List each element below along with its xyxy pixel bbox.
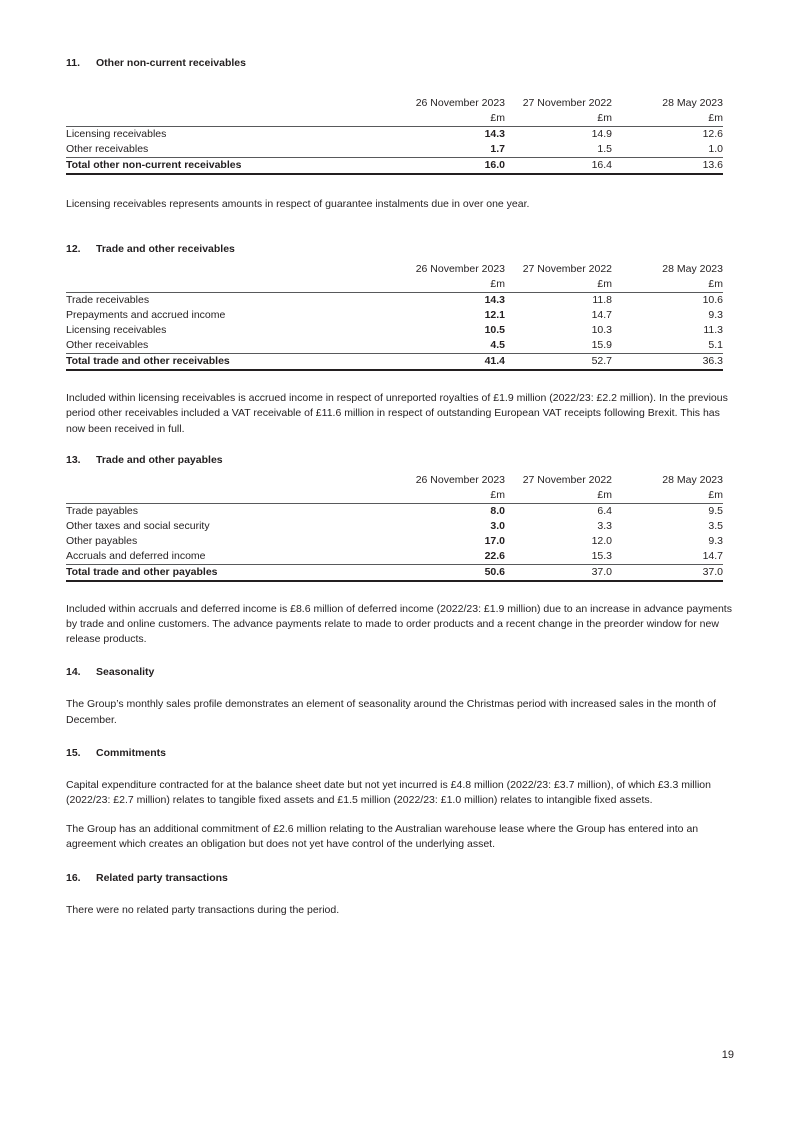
row-value-1: 22.6 — [484, 549, 505, 562]
table-row — [66, 323, 723, 338]
table-total-row — [66, 354, 723, 371]
spacer — [66, 371, 734, 391]
page-content — [66, 56, 734, 918]
unit-header-blank — [66, 488, 339, 504]
table-header-dates — [66, 96, 723, 111]
row-value-2: 10.3 — [591, 324, 612, 337]
spacer — [66, 853, 734, 871]
total-value-1: 16.0 — [339, 158, 505, 175]
note-16-paragraph-1: There were no related party transactions during the period. — [66, 903, 340, 916]
unit-header-3: £m — [612, 277, 723, 293]
total-value-1: 41.4 — [339, 354, 505, 371]
row-label: Licensing receivables — [66, 128, 167, 140]
table-header-units — [66, 277, 723, 293]
row-value-2: 6.4 — [597, 504, 612, 517]
row-value-2: 12.0 — [591, 534, 612, 547]
note-14-paragraph-1: The Group’s monthly sales profile demonstrates an element of seasonality around the Christmas period with increased sales in the month of December. — [66, 698, 716, 726]
table-header-dates — [66, 262, 723, 277]
total-value-3: 36.3 — [612, 354, 723, 371]
column-header-date-1: 26 November 2023 — [415, 97, 505, 109]
column-header-date-3: 28 May 2023 — [662, 97, 723, 109]
table-trade-and-other-payables — [66, 473, 723, 582]
note-15-paragraph-1: Capital expenditure contracted for at the balance sheet date but not yet incurred is £4.8 million (2022/23: £3.7 million), of which £3.3 million (2022/23: £2.7 million) relates to tangible fixed assets and £1.5 million (2022/23: £1.0 million) relates to intangible fixed assets. — [66, 778, 711, 807]
unit-header-2: £m — [505, 111, 612, 127]
unit-header-2: £m — [505, 277, 612, 293]
note-heading-14 — [66, 665, 734, 679]
note-number: 14. — [66, 666, 81, 679]
total-value-2: 37.0 — [505, 564, 612, 581]
table-row — [66, 519, 723, 534]
row-value-3: 9.5 — [708, 504, 723, 517]
unit-header-blank — [66, 277, 339, 293]
total-label: Total other non-current receivables — [66, 158, 339, 175]
spacer — [66, 437, 734, 453]
note-heading-15 — [66, 746, 734, 760]
note-title: Trade and other receivables — [96, 243, 235, 256]
unit-header-3: £m — [612, 488, 723, 504]
column-header-blank — [66, 473, 339, 488]
column-header-date-3: 28 May 2023 — [662, 473, 723, 486]
note-number: 11. — [66, 57, 81, 69]
spacer — [66, 175, 734, 197]
page-number: 19 — [721, 1049, 734, 1061]
column-header-date-2: 27 November 2022 — [522, 473, 612, 486]
table-total-row — [66, 564, 723, 581]
row-value-3: 9.3 — [708, 309, 723, 322]
column-header-date-1: 26 November 2023 — [415, 473, 505, 486]
table-header-units — [66, 488, 723, 504]
column-header-date-1: 26 November 2023 — [415, 263, 505, 276]
note-heading-16 — [66, 871, 734, 885]
unit-header-2: £m — [505, 488, 612, 504]
row-value-1: 10.5 — [484, 324, 505, 337]
row-value-3: 5.1 — [708, 339, 723, 352]
total-label: Total trade and other payables — [66, 564, 339, 581]
row-value-2: 14.7 — [591, 309, 612, 322]
total-value-2: 16.4 — [505, 158, 612, 175]
row-label: Trade receivables — [66, 294, 150, 307]
total-value-2: 52.7 — [505, 354, 612, 371]
row-value-3: 12.6 — [702, 128, 723, 140]
row-value-3: 1.0 — [708, 143, 723, 155]
note-heading-12 — [66, 242, 734, 256]
unit-header-1: £m — [339, 111, 505, 127]
row-value-3: 11.3 — [703, 324, 723, 337]
spacer — [66, 760, 734, 778]
note-11-paragraph-1: Licensing receivables represents amounts in respect of guarantee instalments due in over one year. — [66, 198, 530, 210]
note-title: Commitments — [96, 746, 167, 759]
row-value-1: 3.0 — [490, 519, 505, 532]
column-header-date-3: 28 May 2023 — [662, 263, 723, 276]
total-label: Total trade and other receivables — [66, 354, 339, 371]
spacer — [66, 679, 734, 697]
total-value-3: 37.0 — [612, 564, 723, 581]
note-15-paragraph-2: The Group has an additional commitment of £2.6 million relating to the Australian warehouse lease where the Group has entered into an agreement which creates an obligation but does not yet have control of the underlying asset. — [66, 823, 699, 851]
row-label: Licensing receivables — [66, 324, 167, 337]
table-row — [66, 549, 723, 565]
row-value-3: 9.3 — [708, 534, 723, 547]
table-total-row — [66, 158, 723, 175]
note-title: Other non-current receivables — [96, 57, 246, 69]
spacer — [66, 728, 734, 746]
note-title: Trade and other payables — [96, 453, 223, 466]
row-value-2: 15.9 — [591, 339, 612, 352]
table-row — [66, 534, 723, 549]
row-value-2: 11.8 — [592, 294, 612, 307]
total-value-3: 13.6 — [612, 158, 723, 175]
column-header-blank — [66, 262, 339, 277]
note-number: 16. — [66, 871, 81, 884]
note-12-paragraph-1: Included within licensing receivables is accrued income in respect of unreported royalties of £1.9 million (2022/23: £2.2 million). In the previous period other receivables included a VAT receivable of £11.6 million in respect of outstanding European VAT receipts following Brexit. This has now been received in full. — [66, 392, 728, 435]
note-number: 12. — [66, 243, 81, 256]
row-label: Prepayments and accrued income — [66, 309, 226, 322]
row-value-1: 4.5 — [490, 339, 505, 352]
table-row — [66, 308, 723, 323]
unit-header-blank — [66, 111, 339, 127]
spacer — [66, 647, 734, 665]
note-title: Related party transactions — [96, 871, 228, 884]
unit-header-1: £m — [339, 488, 505, 504]
row-label: Other payables — [66, 534, 138, 547]
table-row — [66, 338, 723, 354]
row-value-2: 14.9 — [591, 128, 612, 140]
spacer — [66, 70, 734, 96]
row-label: Other receivables — [66, 339, 149, 352]
row-value-2: 15.3 — [591, 549, 612, 562]
row-value-1: 8.0 — [490, 504, 505, 517]
row-value-3: 3.5 — [708, 519, 723, 532]
note-number: 15. — [66, 746, 81, 759]
row-value-1: 1.7 — [490, 143, 505, 155]
table-row — [66, 293, 723, 309]
row-value-2: 3.3 — [597, 519, 612, 532]
note-number: 13. — [66, 453, 81, 466]
spacer — [66, 808, 734, 822]
note-title: Seasonality — [96, 666, 155, 679]
row-value-1: 14.3 — [484, 294, 505, 307]
table-row — [66, 503, 723, 519]
note-heading-13 — [66, 453, 734, 467]
table-header-dates — [66, 473, 723, 488]
row-label: Accruals and deferred income — [66, 549, 206, 562]
spacer — [66, 212, 734, 242]
note-heading-11 — [66, 56, 734, 70]
spacer — [66, 885, 734, 903]
column-header-blank — [66, 96, 339, 111]
row-value-1: 12.1 — [484, 309, 505, 322]
row-value-1: 14.3 — [484, 128, 505, 140]
unit-header-3: £m — [612, 111, 723, 127]
table-header-units — [66, 111, 723, 127]
column-header-date-2: 27 November 2022 — [522, 97, 612, 109]
row-value-2: 1.5 — [597, 143, 612, 155]
row-label: Other receivables — [66, 143, 149, 155]
row-value-1: 17.0 — [484, 534, 505, 547]
total-value-1: 50.6 — [339, 564, 505, 581]
spacer — [66, 582, 734, 602]
unit-header-1: £m — [339, 277, 505, 293]
table-trade-and-other-receivables — [66, 262, 723, 371]
row-value-3: 10.6 — [702, 294, 723, 307]
note-13-paragraph-1: Included within accruals and deferred income is £8.6 million of deferred income (2022/23: £1.9 million) due to an increase in advance payments by trade and online customers. The advance payments relate to made to order products and a recent change in the preorder window for new release products. — [66, 602, 732, 646]
row-label: Trade payables — [66, 504, 138, 517]
table-other-non-current-receivables — [66, 96, 723, 175]
row-label: Other taxes and social security — [66, 519, 210, 532]
table-row — [66, 127, 723, 143]
row-value-3: 14.7 — [702, 549, 723, 562]
table-row — [66, 142, 723, 158]
column-header-date-2: 27 November 2022 — [522, 263, 612, 276]
